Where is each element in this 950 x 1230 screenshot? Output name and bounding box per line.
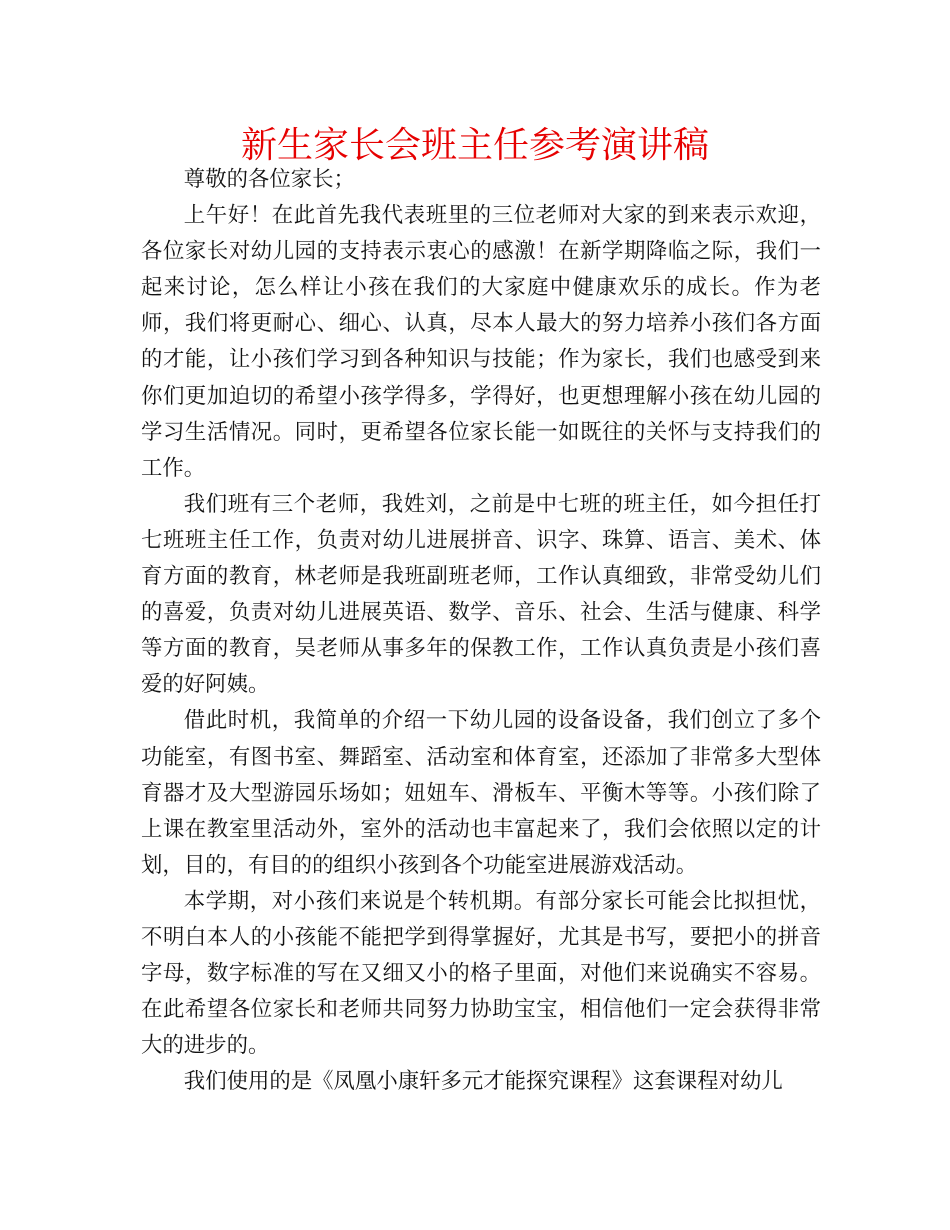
document-body: [141, 162, 821, 1100]
paragraph-teachers: 我们班有三个老师，我姓刘，之前是中七班的班主任，如今担任打七班班主任工作，负责对幼儿进展拼音、识字、珠算、语言、美术、体育方面的教育，林老师是我班副班老师，工作认真细致，非常受幼儿们的喜爱，负责对幼儿进展英语、数学、音乐、社会、生活与健康、科学等方面的教育，吴老师从事多年的保教工作，工作认真负责是小孩们喜爱的好阿姨。: [141, 491, 821, 698]
document-title: 新生家长会班主任参考演讲稿: [240, 125, 709, 166]
paragraph-semester: 本学期，对小孩们来说是个转机期。有部分家长可能会比拟担忧，不明白本人的小孩能不能把学到得掌握好，尤其是书写，要把小的拼音字母，数字标准的写在又细又小的格子里面，对他们来说确实不容易。在此希望各位家长和老师共同努力协助宝宝，相信他们一定会获得非常大的进步的。: [141, 888, 821, 1059]
paragraph-curriculum: 我们使用的是《凤凰小康轩多元才能探究课程》这套课程对幼儿: [183, 1069, 783, 1095]
salutation: 尊敬的各位家长；: [183, 167, 355, 192]
paragraph-facilities: 借此时机，我简单的介绍一下幼儿园的设备设备，我们创立了多个功能室，有图书室、舞蹈室、活动室和体育室，还添加了非常多大型体育器才及大型游园乐场如；妞妞车、滑板车、平衡木等等。小孩们除了上课在教室里活动外，室外的活动也丰富起来了，我们会依照以定的计划，目的，有目的的组织小孩到各个功能室进展游戏活动。: [141, 708, 821, 878]
paragraph-greeting: 上午好！在此首先我代表班里的三位老师对大家的到来表示欢迎，各位家长对幼儿园的支持表示衷心的感激！在新学期降临之际，我们一起来讨论，怎么样让小孩在我们的大家庭中健康欢乐的成长。作为老师，我们将更耐心、细心、认真，尽本人最大的努力培养小孩们各方面的才能，让小孩们学习到各种知识与技能；作为家长，我们也感受到来你们更加迫切的希望小孩学得多，学得好，也更想理解小孩在幼儿园的学习生活情况。同时，更希望各位家长能一如既往的关怀与支持我们的工作。: [141, 203, 821, 481]
